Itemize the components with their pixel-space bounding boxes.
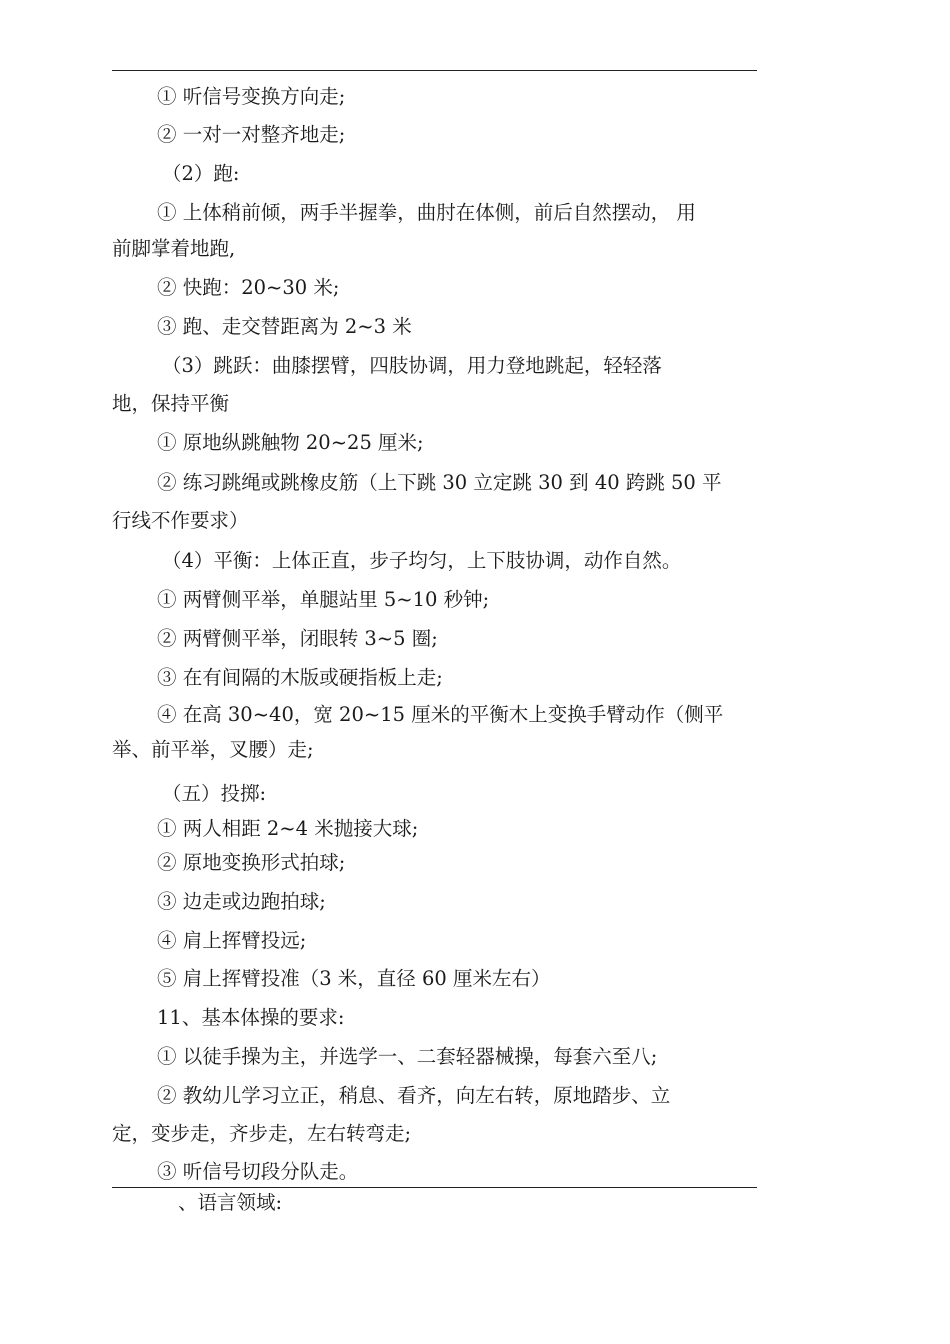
- header-rule: [112, 70, 757, 71]
- text-line: ③ 边走或边跑拍球;: [157, 890, 326, 913]
- text-line: （4）平衡：上体正直，步子均匀，上下肢协调，动作自然。: [162, 549, 682, 572]
- text-line: （2）跑:: [162, 162, 240, 185]
- text-line: ③ 在有间隔的木版或硬指板上走;: [157, 666, 443, 689]
- text-line: ③ 听信号切段分队走。: [157, 1160, 359, 1183]
- text-line: ② 一对一对整齐地走;: [157, 123, 346, 146]
- text-line: ① 两人相距 2~4 米抛接大球;: [157, 817, 419, 840]
- text-line: ③ 跑、走交替距离为 2~3 米: [157, 315, 412, 338]
- text-line: ② 练习跳绳或跳橡皮筋（上下跳 30 立定跳 30 到 40 跨跳 50 平: [157, 471, 722, 494]
- footer-section-heading: 、语言领域:: [178, 1191, 283, 1214]
- text-line: ② 两臂侧平举，闭眼转 3~5 圈;: [157, 627, 438, 650]
- text-line: 11、基本体操的要求:: [157, 1006, 345, 1029]
- text-line: ④ 在高 30~40，宽 20~15 厘米的平衡木上变换手臂动作（侧平: [157, 703, 724, 726]
- text-line: ① 两臂侧平举，单腿站里 5~10 秒钟;: [157, 588, 490, 611]
- text-line: 地，保持平衡: [112, 392, 230, 415]
- text-line: 行线不作要求）: [112, 509, 249, 532]
- text-line: ① 以徒手操为主，并选学一、二套轻器械操，每套六至八;: [157, 1045, 658, 1068]
- text-line: ① 原地纵跳触物 20~25 厘米;: [157, 431, 424, 454]
- text-line: ① 上体稍前倾，两手半握拳，曲肘在体侧，前后自然摆动， 用: [157, 201, 696, 224]
- text-line: 前脚掌着地跑,: [112, 237, 236, 260]
- text-line: ① 听信号变换方向走;: [157, 85, 346, 108]
- text-line: ⑤ 肩上挥臂投准（3 米，直径 60 厘米左右）: [157, 967, 551, 990]
- text-line: 举、前平举，叉腰）走;: [112, 738, 314, 761]
- text-line: ② 快跑：20~30 米;: [157, 276, 340, 299]
- text-line: ② 原地变换形式拍球;: [157, 851, 346, 874]
- text-line: 定，变步走，齐步走，左右转弯走;: [112, 1122, 412, 1145]
- text-line: ② 教幼儿学习立正，稍息、看齐，向左右转，原地踏步、立: [157, 1084, 671, 1107]
- text-line: （3）跳跃：曲膝摆臂，四肢协调，用力登地跳起，轻轻落: [162, 354, 662, 377]
- text-line: （五）投掷:: [162, 782, 267, 805]
- footer-rule: [112, 1187, 757, 1188]
- text-line: ④ 肩上挥臂投远;: [157, 929, 307, 952]
